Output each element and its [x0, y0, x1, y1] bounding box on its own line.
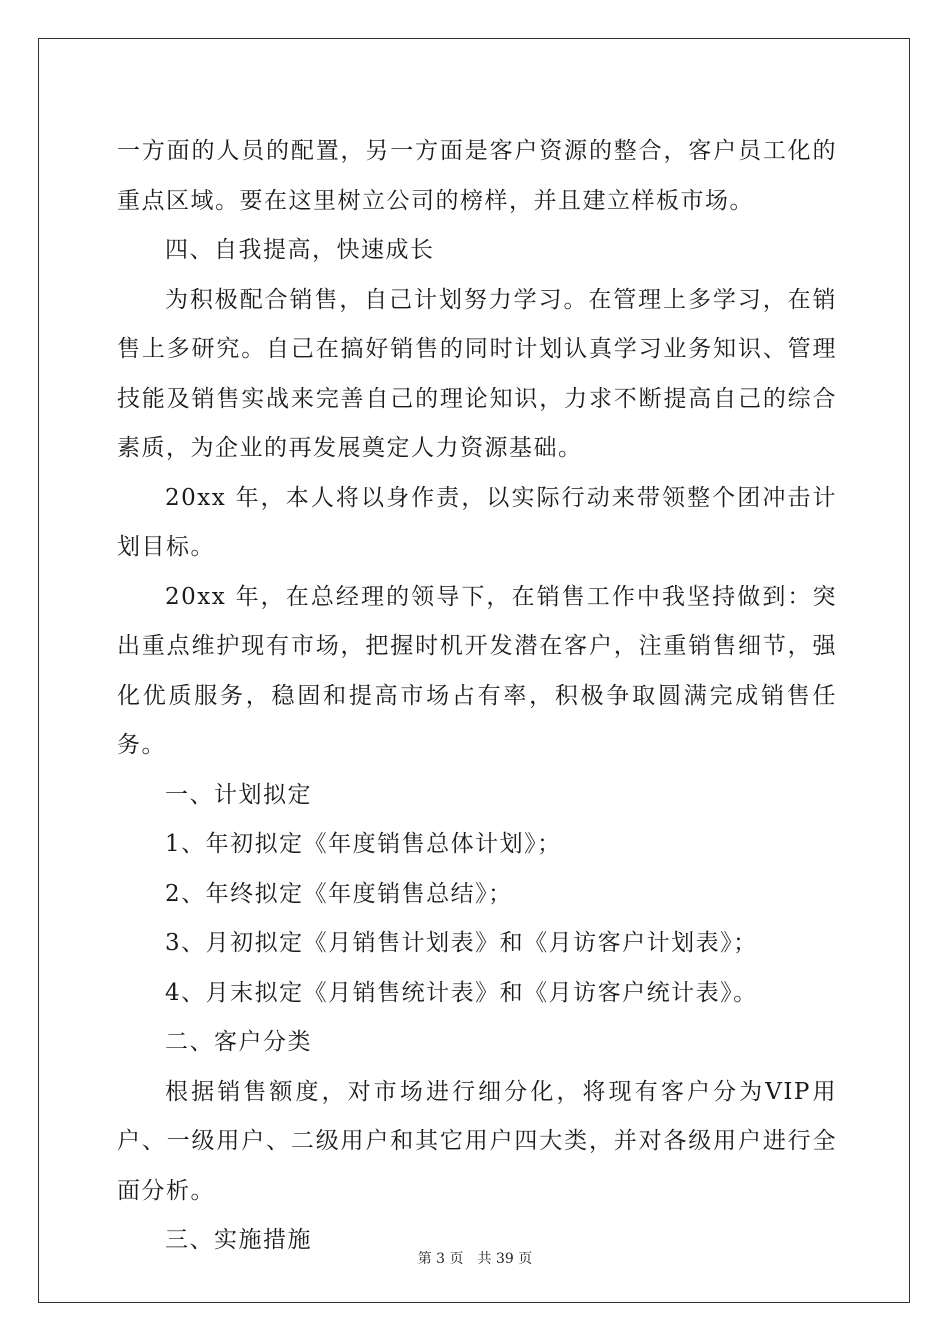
- section-heading-3: 三、实施措施: [165, 1227, 312, 1253]
- document-body: [117, 127, 837, 1266]
- list-item-4: 4、月末拟定《月销售统计表》和《月访客户统计表》。: [165, 979, 758, 1006]
- section-heading-4: 四、自我提高，快速成长: [165, 237, 435, 263]
- page-number-footer: 第 3 页 共 39 页: [417, 1251, 533, 1267]
- section-heading-1: 一、计划拟定: [165, 781, 312, 808]
- list-item-2: 2、年终拟定《年度销售总结》；: [165, 880, 513, 907]
- paragraph-3: 20xx 年，本人将以身作责，以实际行动来带领整个团冲击计划目标。: [117, 484, 837, 560]
- list-item-1: 1、年初拟定《年度销售总体计划》；: [165, 831, 562, 857]
- paragraph-1: 一方面的人员的配置，另一方面是客户资源的整合，客户员工化的重点区域。要在这里树立公司的榜样，并且建立样板市场。: [117, 138, 837, 214]
- list-item-3: 3、月初拟定《月销售计划表》和《月访客户计划表》；: [165, 930, 758, 956]
- paragraph-5: 根据销售额度，对市场进行细分化，将现有客户分为VIP用户、一级用户、二级用户和其它用户四大类，并对各级用户进行全面分析。: [117, 1078, 837, 1204]
- paragraph-4: 20xx 年，在总经理的领导下，在销售工作中我坚持做到：突出重点维护现有市场，把握时机开发潜在客户，注重销售细节，强化优质服务，稳固和提高市场占有率，积极争取圆满完成销售任务。: [117, 583, 837, 758]
- section-heading-2: 二、客户分类: [165, 1029, 312, 1055]
- paragraph-2: 为积极配合销售，自己计划努力学习。在管理上多学习，在销售上多研究。自己在搞好销售的同时计划认真学习业务知识、管理技能及销售实战来完善自己的理论知识，力求不断提高自己的综合素质，为企业的再发展奠定人力资源基础。: [117, 286, 837, 461]
